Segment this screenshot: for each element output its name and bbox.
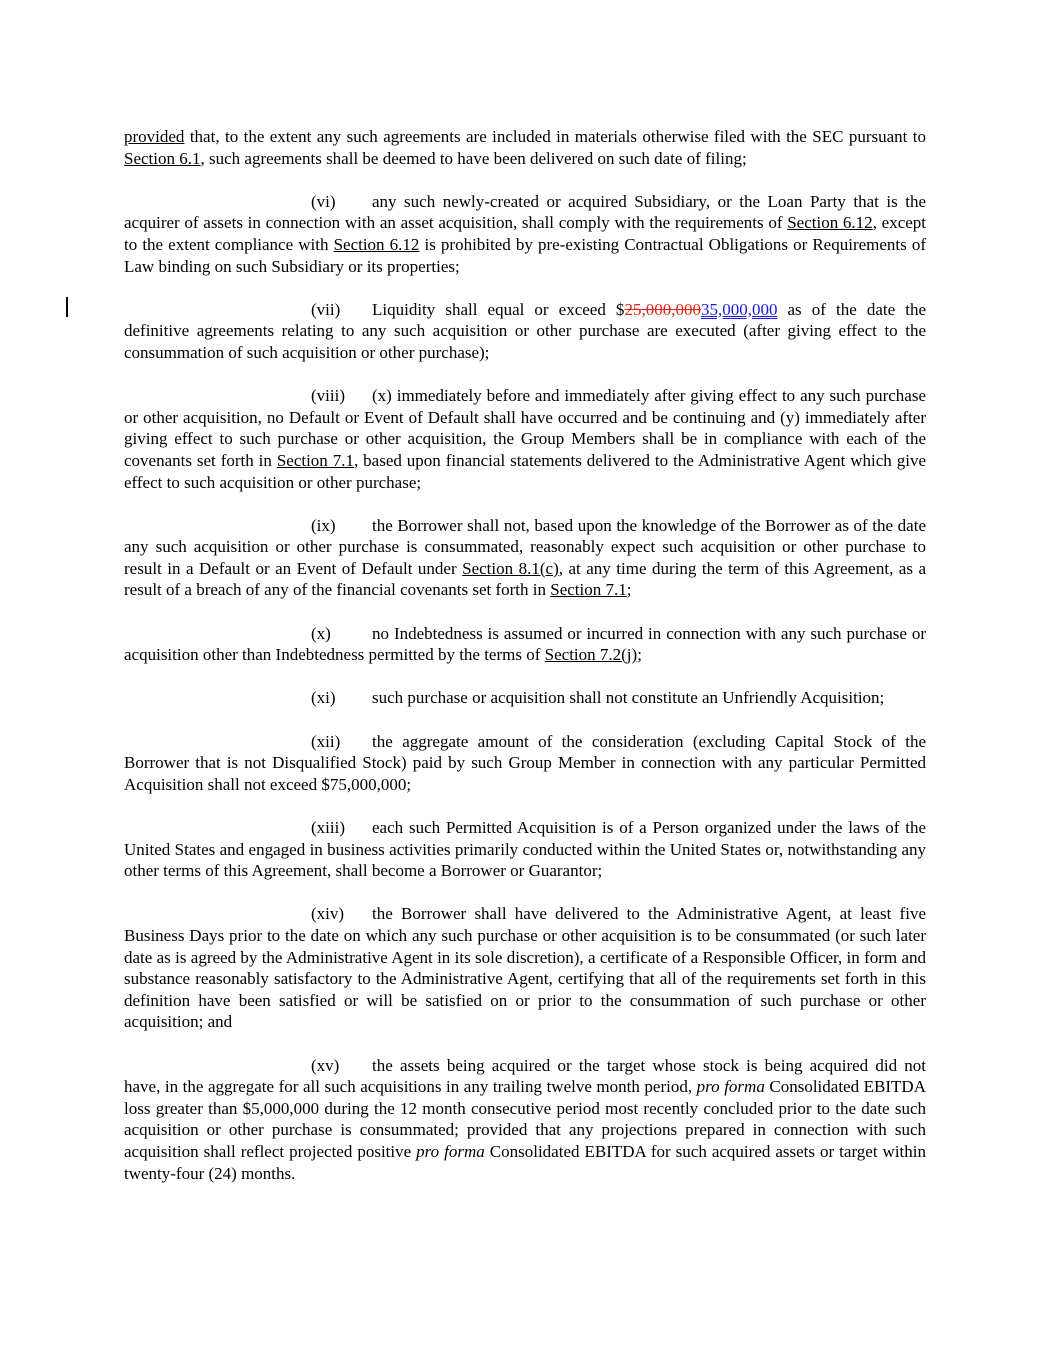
section-reference: Section 7.2(j) xyxy=(544,645,638,665)
section-reference: Section 6.1 xyxy=(124,148,201,168)
clause-number: (viii) xyxy=(311,386,345,406)
clause-number: (x) xyxy=(311,623,331,643)
italic-term: pro forma xyxy=(416,1141,485,1161)
clause-vi: (vi) any such newly-created or acquired Subsidiary, or the Loan Party that is the acquirer of assets in connection with an asset acquisition, shall comply with the requirements of Section 6.12, except to the extent compliance with Section 6.12 is prohibited by pre-existing Contractual Obligations or Requirements of Law binding on such Subsidiary or its properties; xyxy=(124,191,927,276)
clause-xiv: (xiv) the Borrower shall have delivered to the Administrative Agent, at least five Business Days prior to the date on which any such purchase or other acquisition is to be consummated (or such later date as is agreed by the Administrative Agent in its sole discretion), a certificate of a Responsible Officer, in form and substance reasonably satisfactory to the Administrative Agent, certifying that all of the requirements set forth in this definition have been satisfied or will be satisfied on or prior to the consummation of such purchase or other acquisition; and xyxy=(124,904,926,1032)
clause-number: (vi) xyxy=(311,191,336,211)
clause-xii: (xii) the aggregate amount of the consideration (excluding Capital Stock of the Borrower that is not Disqualified Stock) paid by such Group Member in connection with any particular Permitted Acquisition shall not exceed $75,000,000; xyxy=(124,731,926,794)
section-reference: Section 7.1 xyxy=(550,580,627,600)
italic-term: pro forma xyxy=(696,1077,765,1097)
section-reference: Section 6.12 xyxy=(787,213,873,233)
paragraph-intro: provided that, to the extent any such agreements are included in materials otherwise filed with the SEC pursuant to Section 6.1, such agreements shall be deemed to have been delivered on such date of filing; xyxy=(124,127,926,168)
clause-number: (xiv) xyxy=(311,904,345,924)
clause-number: (ix) xyxy=(311,515,336,535)
clause-number: (xi) xyxy=(311,688,336,708)
section-reference: Section 8.1(c) xyxy=(462,558,559,578)
clause-xiii: (xiii) each such Permitted Acquisition is of a Person organized under the laws of the United States and engaged in business activities primarily conducted within the United States or, notwithstanding any other terms of this Agreement, shall become a Borrower or Guarantor; xyxy=(124,818,926,881)
clause-number: (xv) xyxy=(311,1055,340,1075)
clause-number: (vii) xyxy=(311,299,341,319)
clause-vii: (vii) Liquidity shall equal or exceed $25,000,00035,000,000 as of the date the definitive agreements relating to any such acquisition or other purchase are executed (after giving effect to the consummation of such acquisition or other purchase); xyxy=(124,299,926,362)
clause-number: (xiii) xyxy=(311,818,345,837)
section-reference: Section 6.12 xyxy=(333,234,420,254)
document-page xyxy=(124,126,926,1206)
clause-ix: (ix) the Borrower shall not, based upon the knowledge of the Borrower as of the date any such acquisition or other purchase is consummated, reasonably expect such acquisition or other purchase to result in a Default or an Event of Default under Section 8.1(c), at any time during the term of this Agreement, as a result of a breach of any of the financial covenants set forth in Section 7.1; xyxy=(124,515,927,600)
clause-x: (x) no Indebtedness is assumed or incurred in connection with any such purchase or acquisition other than Indebtedness permitted by the terms of Section 7.2(j); xyxy=(124,623,926,665)
inserted-amount: 35,000,000 xyxy=(700,299,778,319)
clause-viii: (viii) (x) immediately before and immediately after giving effect to any such purchase or other acquisition, no Default or Event of Default shall have occurred and be continuing and (y) immediately after giving effect to such purchase or other acquisition, the Group Members shall be in compliance with each of the covenants set forth in Section 7.1, based upon financial statements delivered to the Administrative Agent which give effect to such acquisition or other purchase; xyxy=(124,386,926,492)
clause-xi: (xi) such purchase or acquisition shall not constitute an Unfriendly Acquisition; xyxy=(311,688,885,708)
clause-number: (xii) xyxy=(311,731,341,751)
clause-xv: (xv) the assets being acquired or the target whose stock is being acquired did not have, in the aggregate for all such acquisitions in any trailing twelve month period, pro forma Consolidated EBITDA loss greater than $5,000,000 during the 12 month consecutive period most recently concluded prior to the date such acquisition or other purchase is consummated; provided that any projections prepared in connection with such acquisition shall reflect projected positive pro forma Consolidated EBITDA for such acquired assets or target within twenty-four (24) months. xyxy=(124,1055,927,1183)
section-reference: Section 7.1 xyxy=(276,450,354,470)
revision-change-bar xyxy=(66,297,68,317)
deleted-amount: 25,000,000 xyxy=(624,299,701,319)
provided-term: provided xyxy=(124,127,185,146)
